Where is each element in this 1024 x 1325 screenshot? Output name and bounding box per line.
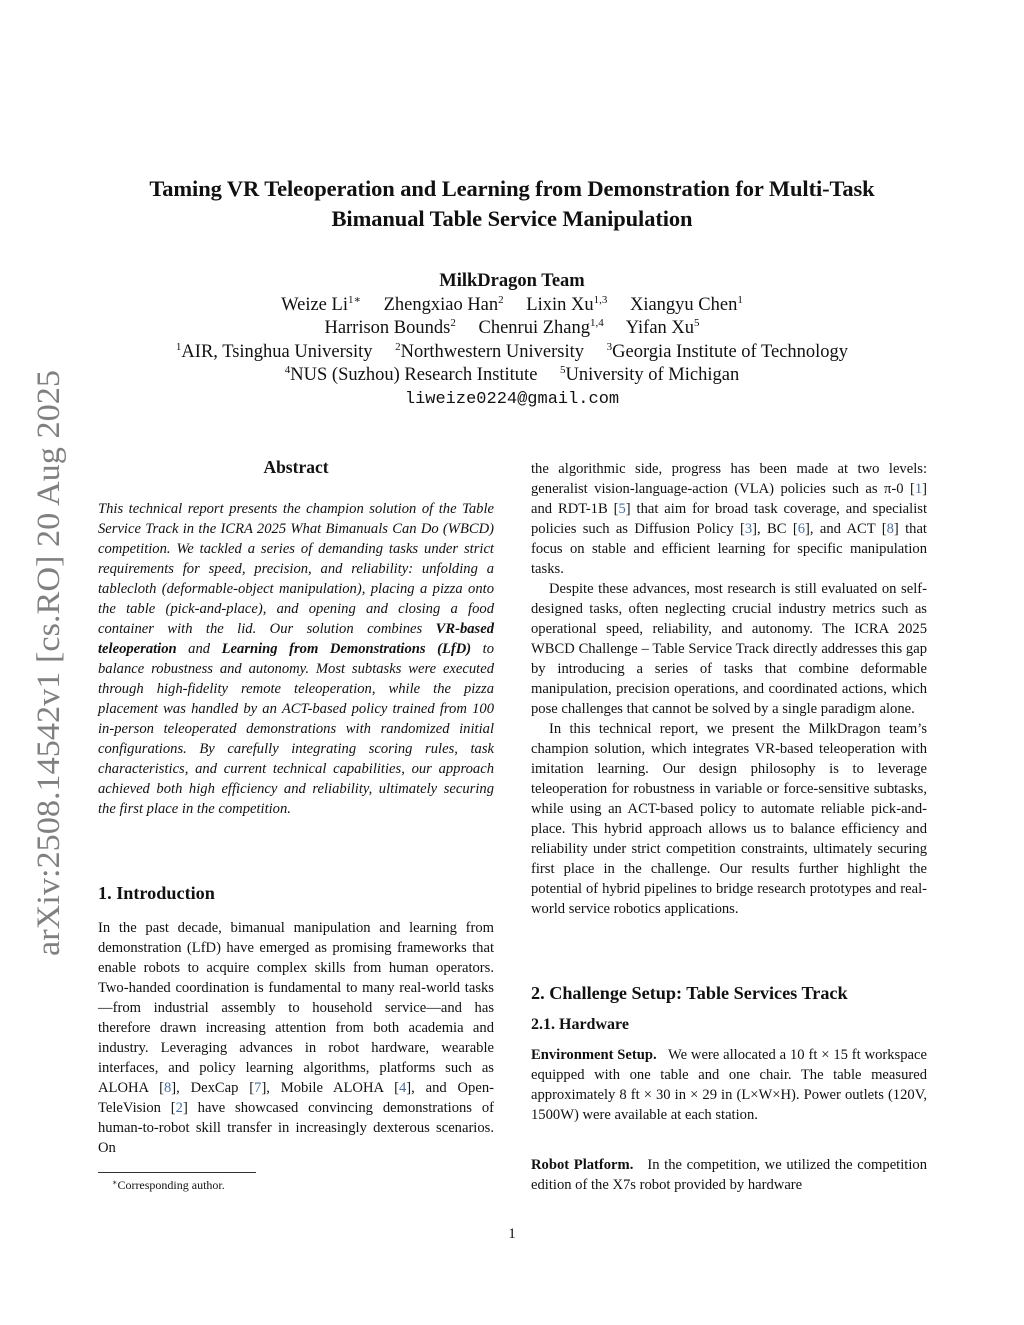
abstract-heading	[98, 457, 494, 477]
citation-link[interactable]: 8	[886, 521, 894, 537]
section-2-heading	[531, 982, 927, 1004]
body-text: ], and Open-TeleVision [	[98, 1080, 494, 1116]
body-text: ] that aim for broad task coverage, and specialist policies such as Diffusion Policy [	[531, 501, 927, 537]
contact-email[interactable]: liweize0224@gmail.com	[404, 389, 620, 409]
abstract-paragraph	[98, 499, 494, 819]
author-sup: 1,3	[593, 293, 608, 306]
citation-link[interactable]: 7	[254, 1080, 262, 1096]
author-sup: 1∗	[347, 293, 361, 306]
citation-link[interactable]: 2	[175, 1100, 183, 1116]
abstract-body	[98, 499, 494, 819]
affiliation-name: AIR, Tsinghua University	[181, 341, 373, 362]
footnote-mark: ∗	[112, 1178, 118, 1187]
arxiv-stamp-text: arXiv:2508.14542v1 [cs.RO] 20 Aug 2025	[31, 391, 67, 956]
author-name: Chenrui Zhang	[478, 318, 590, 338]
footnote-text: Corresponding author.	[117, 1178, 225, 1192]
abstract-heading-text: Abstract	[263, 457, 329, 477]
body-text: In the competition, we utilized the competition edition of the X7s robot provided by hardware	[531, 1157, 927, 1193]
subsection-2-1-heading	[531, 1015, 927, 1035]
citation-link[interactable]: 4	[398, 1080, 407, 1096]
affiliation-row-2	[60, 364, 964, 388]
affiliation-sup: 5	[560, 364, 566, 376]
right-column-body	[531, 459, 927, 919]
affiliation-sup: 4	[284, 364, 291, 376]
intro-heading	[98, 882, 494, 904]
affiliation-row-1	[60, 341, 964, 365]
body-text: ] have showcased convincing demonstrations of human-to-robot skill transfer in increasingly dexterous scenarios. On	[98, 1100, 494, 1156]
abstract-text: This technical report presents the champion solution of the Table Service Track in the ICRA 2025 What Bimanuals Can Do (WBCD) competition. We tackled a series of demanding tasks under strict requirements for speed, precision, and reliability: unfolding a tablecloth (deformable-object manipulation), placing a pizza onto the table (pick-and-place), and opening and closing a food container with the lid. Our solution combines	[98, 501, 494, 637]
intro-paragraph-cont	[531, 459, 927, 579]
title-line-1: Taming VR Teleoperation and Learning from Demonstration for Multi-Task	[149, 176, 875, 201]
author-name: Lixin Xu	[526, 294, 594, 315]
citation-link[interactable]: 3	[744, 521, 753, 537]
citation-link[interactable]: 8	[163, 1080, 172, 1096]
intro-body	[98, 918, 494, 1158]
page-number: 1	[508, 1226, 516, 1242]
affiliation-name: NUS (Suzhou) Research Institute	[290, 365, 538, 385]
author-row-2	[60, 317, 964, 341]
intro-paragraph-2: Despite these advances, most research is still evaluated on self-designed tasks, often neglecting crucial industry metrics such as operational speed, reliability, and autonomy. The ICRA 2025 WBCD Challenge – Table Service Track directly addresses this gap by introducing a series of tasks that combine deformable manipulation, precision operations, and coordinated actions, which pose challenges that cannot be solved by a single paradigm alone.	[531, 581, 927, 717]
body-text: ], DexCap [	[171, 1080, 255, 1096]
intro-paragraph	[98, 918, 494, 1158]
section-heading: 1. Introduction	[98, 883, 215, 903]
author-name: Xiangyu Chen	[629, 294, 738, 315]
abstract-text: to balance robustness and autonomy. Most subtasks were executed through high-fidelity remote teleoperation, while the pizza placement was handled by an ACT-based policy trained from 100 in-person teleoperated demonstrations with randomized initial configurations. By carefully integrating scoring rules, task characteristics, and current technical capabilities, our approach achieved both high efficiency and reliability, ultimately securing the first place in the competition.	[98, 641, 495, 817]
author-sup: 1,4	[589, 317, 604, 329]
body-text: ], and ACT [	[804, 521, 887, 537]
robot-platform-paragraph	[531, 1155, 927, 1195]
body-text: ] and RDT-1B [	[531, 481, 927, 517]
affiliation-name: Georgia Institute of Technology	[612, 341, 849, 362]
abstract-bold: VR-based teleoperation	[98, 621, 494, 657]
citation-link[interactable]: 5	[618, 501, 626, 517]
author-name: Harrison Bounds	[324, 318, 451, 338]
affiliation-name: University of Michigan	[565, 365, 740, 385]
citation-link[interactable]: 6	[797, 521, 805, 537]
paragraph-label: Environment Setup.	[531, 1047, 657, 1063]
author-name: Yifan Xu	[625, 318, 695, 338]
body-text: ] that focus on stable and efficient learning for specific manipulation tasks.	[531, 521, 927, 577]
body-text: In the past decade, bimanual manipulation and learning from demonstration (LfD) have emerged as promising frameworks that enable robots to acquire complex skills from human operators. Two-handed coordination is fundamental to many real-world tasks—from industrial assembly to household service—and has therefore drawn increasing attention from both academia and industry. Leveraging advances in robot hardware, wearable interfaces, and policy learning algorithms, platforms such as ALOHA [	[98, 920, 494, 1096]
arxiv-stamp	[19, 368, 69, 958]
paper-title	[60, 174, 964, 234]
affiliation-name: Northwestern University	[400, 341, 585, 362]
author-row-1	[60, 294, 964, 318]
affiliation-sup: 3	[606, 340, 613, 353]
robot-platform-text	[531, 1155, 927, 1195]
citation-link[interactable]: 1	[914, 481, 923, 497]
footnote-rule	[98, 1172, 256, 1173]
author-name: Weize Li	[281, 294, 348, 315]
subsection-heading: 2.1. Hardware	[531, 1016, 629, 1033]
author-block	[60, 270, 964, 411]
author-sup: 2	[450, 317, 456, 329]
abstract-bold: Learning from Demonstrations (LfD)	[221, 641, 472, 657]
author-sup: 1	[737, 293, 743, 306]
team-name: MilkDragon Team	[439, 271, 585, 291]
body-text: ], BC [	[752, 521, 798, 537]
section-heading: 2. Challenge Setup: Table Services Track	[531, 983, 848, 1003]
intro-paragraph-3: In this technical report, we present the MilkDragon team’s champion solution, which integrates VR-based teleoperation with imitation learning. Our design philosophy is to leverage teleoperation for robustness in variable or force-sensitive subtasks, while using an ACT-based policy to automate reliable pick-and-place. This hybrid approach allows us to balance efficiency and reliability under strict competition constraints, ultimately securing first place in the challenge. Our results further highlight the potential of hybrid pipelines to bridge research prototypes and real-world service robotics applications.	[531, 721, 927, 917]
author-name: Zhengxiao Han	[383, 294, 499, 315]
body-text: We were allocated a 10 ft × 15 ft workspace equipped with one table and one chair. The table measured approximately 8 ft × 30 in × 29 in (L×W×H). Power outlets (120V, 1500W) were available at each station.	[531, 1047, 927, 1123]
author-sup: 2	[498, 293, 504, 306]
affiliation-sup: 2	[395, 340, 401, 353]
abstract-text: and	[176, 641, 222, 657]
title-line-2: Bimanual Table Service Manipulation	[331, 206, 693, 231]
author-sup: 5	[694, 317, 700, 329]
body-text: the algorithmic side, progress has been made at two levels: generalist vision-language-action (VLA) policies such as π-0 [	[531, 461, 927, 497]
paragraph-label: Robot Platform.	[531, 1157, 634, 1173]
affiliation-sup: 1	[175, 340, 182, 353]
environment-setup-paragraph	[531, 1045, 927, 1125]
footnote	[112, 1178, 225, 1193]
body-text: ], Mobile ALOHA [	[261, 1080, 399, 1096]
environment-setup-text	[531, 1045, 927, 1125]
